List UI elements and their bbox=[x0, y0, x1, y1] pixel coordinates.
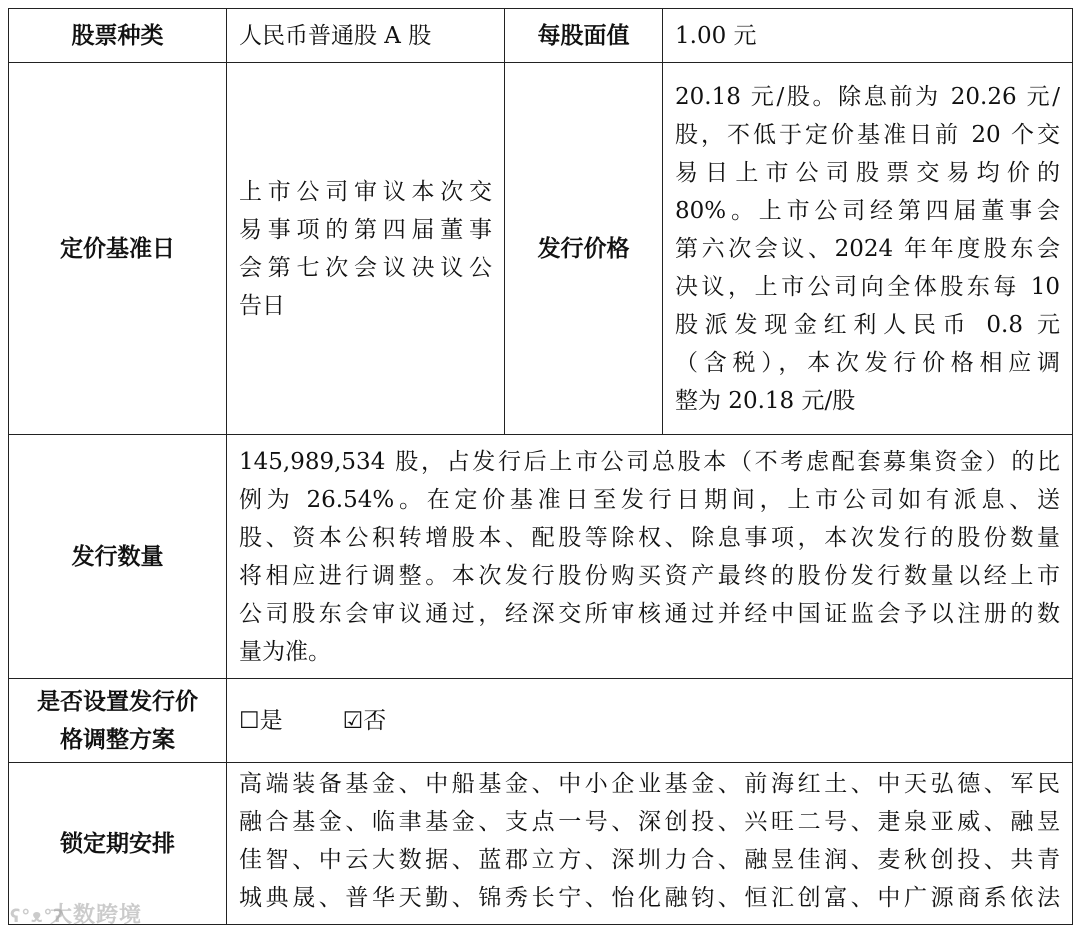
watermark bbox=[10, 898, 142, 929]
issue-price-line: 80%。上市公司经第四届董事会 bbox=[675, 197, 1060, 224]
issue-price-line: （含税），本次发行价格相应调 bbox=[675, 349, 1060, 376]
row-price-adjustment bbox=[9, 679, 1073, 763]
issue-price-line: 易日上市公司股票交易均价的 bbox=[675, 159, 1060, 186]
watermark-logo-icon: ʕ°ᴥ°ʔ bbox=[10, 906, 65, 927]
issue-price-line: 第六次会议、2024 年年度股东会 bbox=[675, 235, 1060, 262]
checkbox-no[interactable]: ☑否 bbox=[342, 707, 387, 734]
label-par-value: 每股面值 bbox=[505, 9, 663, 63]
value-par-value: 1.00 元 bbox=[663, 9, 1073, 63]
issue-price-line: 股派发现金红利人民币 0.8 元 bbox=[675, 311, 1060, 338]
price-adjustment-label-line: 格调整方案 bbox=[60, 726, 175, 753]
issue-price-line: 整为 20.18 元/股 bbox=[675, 387, 856, 414]
row-issue-quantity bbox=[9, 435, 1073, 679]
issue-quantity-line: 例为 26.54%。在定价基准日至发行日期间，上市公司如有派息、送 bbox=[239, 486, 1060, 513]
row-stock-type bbox=[9, 9, 1073, 63]
pricing-date-line: 会第七次会议决议公 bbox=[239, 254, 492, 281]
issue-price-line: 决议，上市公司向全体股东每 10 bbox=[675, 273, 1060, 300]
pricing-date-line: 上市公司审议本次交 bbox=[239, 178, 492, 205]
price-adjustment-label-line: 是否设置发行价 bbox=[37, 688, 198, 715]
value-price-adjustment bbox=[227, 679, 1073, 763]
issue-quantity-line: 股、资本公积转增股本、配股等除权、除息事项，本次发行的股份数量 bbox=[239, 524, 1060, 551]
row-pricing bbox=[9, 63, 1073, 435]
share-issuance-table bbox=[8, 8, 1073, 925]
pricing-date-line: 易事项的第四届董事 bbox=[239, 216, 492, 243]
value-lockup bbox=[227, 763, 1073, 925]
lockup-line: 城典晟、普华天勤、锦秀长宁、怡化融钧、恒汇创富、中广源商系依法 bbox=[239, 885, 1060, 911]
value-stock-type: 人民币普通股 A 股 bbox=[227, 9, 505, 63]
issue-quantity-line: 145,989,534 股，占发行后上市公司总股本（不考虑配套募集资金）的比 bbox=[239, 448, 1060, 475]
label-stock-type: 股票种类 bbox=[9, 9, 227, 63]
lockup-line: 佳智、中云大数据、蓝郡立方、深圳力合、融昱佳润、麦秋创投、共青 bbox=[239, 847, 1060, 873]
label-pricing-date: 定价基准日 bbox=[9, 63, 227, 435]
issue-quantity-line: 将相应进行调整。本次发行股份购买资产最终的股份发行数量以经上市 bbox=[239, 562, 1060, 589]
lockup-line: 融合基金、临聿基金、支点一号、深创投、兴旺二号、疌泉亚威、融昱 bbox=[239, 809, 1060, 835]
pricing-date-line: 告日 bbox=[239, 292, 285, 319]
issue-quantity-line: 公司股东会审议通过，经深交所审核通过并经中国证监会予以注册的数 bbox=[239, 600, 1060, 627]
label-price-adjustment bbox=[9, 679, 227, 763]
watermark-text: 大数跨境 bbox=[50, 903, 143, 928]
value-pricing-date bbox=[227, 63, 505, 435]
issue-quantity-line: 量为准。 bbox=[239, 638, 331, 665]
issue-price-line: 20.18 元/股。除息前为 20.26 元/ bbox=[675, 83, 1060, 110]
checkbox-yes[interactable]: ☐是 bbox=[239, 707, 283, 734]
row-lockup bbox=[9, 763, 1073, 925]
lockup-line: 高端装备基金、中船基金、中小企业基金、前海红土、中天弘德、军民 bbox=[239, 771, 1060, 797]
issue-price-line: 股，不低于定价基准日前 20 个交 bbox=[675, 121, 1060, 148]
label-issue-price: 发行价格 bbox=[505, 63, 663, 435]
value-issue-price bbox=[663, 63, 1073, 435]
label-lockup: 锁定期安排 bbox=[9, 763, 227, 925]
label-issue-quantity: 发行数量 bbox=[9, 435, 227, 679]
value-issue-quantity bbox=[227, 435, 1073, 679]
